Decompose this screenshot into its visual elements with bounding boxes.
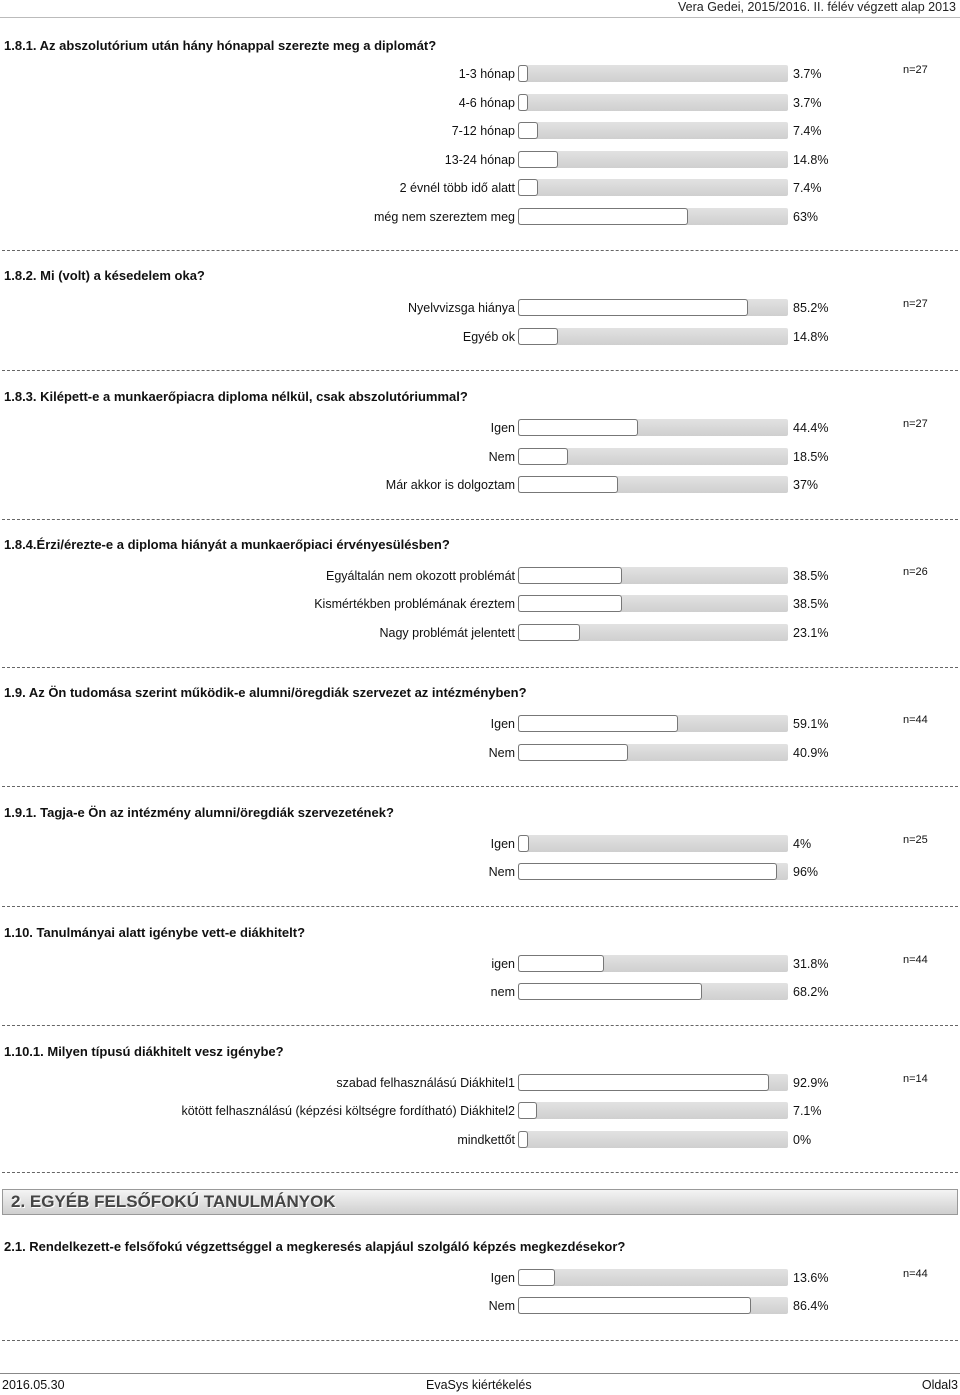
answer-percent: 40.9% <box>793 746 829 760</box>
answer-row <box>0 64 960 84</box>
answer-percent: 38.5% <box>793 597 829 611</box>
answer-row <box>0 418 960 438</box>
answer-label: mindkettőt <box>457 1133 515 1147</box>
answer-row <box>0 954 960 974</box>
answer-row <box>0 475 960 495</box>
bar-fill <box>518 835 529 852</box>
answer-percent: 14.8% <box>793 330 829 344</box>
answer-label: 4-6 hónap <box>458 96 515 110</box>
answer-percent: 96% <box>793 865 819 879</box>
footer-center: EvaSys kiértékelés <box>426 1378 532 1392</box>
answer-row <box>0 743 960 763</box>
bar-fill <box>518 1131 528 1148</box>
answer-row <box>0 714 960 734</box>
bar-track <box>518 835 788 852</box>
answer-label: szabad felhasználású Diákhitel1 <box>336 1076 515 1090</box>
bar-track <box>518 299 788 316</box>
sample-size: n=25 <box>903 834 928 846</box>
answer-percent: 7.1% <box>793 1104 822 1118</box>
bar-fill <box>518 1269 555 1286</box>
answer-row <box>0 1101 960 1121</box>
answer-label: Nagy problémát jelentett <box>379 626 515 640</box>
question-title: 1.10. Tanulmányai alatt igénybe vett-e diákhitelt? <box>4 925 306 940</box>
section-divider <box>2 1340 958 1341</box>
bar-fill <box>518 299 748 316</box>
bar-fill <box>518 1074 769 1091</box>
bar-fill <box>518 624 580 641</box>
answer-row <box>0 121 960 141</box>
answer-label: Igen <box>490 837 515 851</box>
bar-fill <box>518 955 604 972</box>
question-title: 1.8.1. Az abszolutórium után hány hónappal szerezte meg a diplomát? <box>4 38 437 53</box>
bar-fill <box>518 328 558 345</box>
bar-track <box>518 94 788 111</box>
answer-percent: 13.6% <box>793 1271 829 1285</box>
answer-percent: 31.8% <box>793 957 829 971</box>
question-title: 1.8.2. Mi (volt) a késedelem oka? <box>4 268 205 283</box>
answer-label: Igen <box>490 1271 515 1285</box>
answer-percent: 0% <box>793 1133 812 1147</box>
sample-size: n=27 <box>903 298 928 310</box>
sample-size: n=27 <box>903 64 928 76</box>
answer-label: még nem szereztem meg <box>373 210 515 224</box>
bar-fill <box>518 863 777 880</box>
bar-track <box>518 983 788 1000</box>
answer-row <box>0 1296 960 1316</box>
answer-row <box>0 834 960 854</box>
page-header-title: Vera Gedei, 2015/2016. II. félév végzett alap 2013 <box>678 0 956 14</box>
section-divider <box>2 906 958 907</box>
sample-size: n=44 <box>903 1268 928 1280</box>
question-title: 1.10.1. Milyen típusú diákhitelt vesz igénybe? <box>4 1044 284 1059</box>
answer-label: Már akkor is dolgoztam <box>385 478 515 492</box>
answer-percent: 23.1% <box>793 626 829 640</box>
answer-percent: 92.9% <box>793 1076 829 1090</box>
bar-fill <box>518 567 622 584</box>
bar-track <box>518 179 788 196</box>
bar-fill <box>518 1297 751 1314</box>
answer-row <box>0 862 960 882</box>
bar-fill <box>518 476 618 493</box>
bar-fill <box>518 419 638 436</box>
answer-percent: 7.4% <box>793 124 822 138</box>
bar-track <box>518 328 788 345</box>
question-title: 1.8.4.Érzi/érezte-e a diploma hiányát a munkaerőpiaci érvényesülésben? <box>4 537 450 552</box>
answer-percent: 18.5% <box>793 450 829 464</box>
answer-label: Igen <box>490 421 515 435</box>
bar-track <box>518 595 788 612</box>
answer-percent: 59.1% <box>793 717 829 731</box>
bar-track <box>518 448 788 465</box>
answer-row <box>0 207 960 227</box>
bar-track <box>518 122 788 139</box>
answer-label: 7-12 hónap <box>451 124 515 138</box>
section-divider <box>2 519 958 520</box>
answer-percent: 7.4% <box>793 181 822 195</box>
answer-row <box>0 447 960 467</box>
bar-track <box>518 65 788 82</box>
answer-label: Egyéb ok <box>462 330 515 344</box>
bar-fill <box>518 983 702 1000</box>
answer-row <box>0 982 960 1002</box>
answer-row <box>0 298 960 318</box>
answer-percent: 3.7% <box>793 67 822 81</box>
answer-label: igen <box>491 957 515 971</box>
answer-row <box>0 178 960 198</box>
question-title: 2.1. Rendelkezett-e felsőfokú végzettséggel a megkeresés alapjául szolgáló képzés megkezdésekor? <box>4 1239 626 1254</box>
answer-label: Nyelvvizsga hiánya <box>408 301 515 315</box>
bar-track <box>518 567 788 584</box>
answer-row <box>0 1268 960 1288</box>
answer-label: 2 évnél több idő alatt <box>399 181 515 195</box>
answer-label: Nem <box>488 1299 515 1313</box>
answer-label: Igen <box>490 717 515 731</box>
section-divider <box>2 370 958 371</box>
bar-fill <box>518 151 558 168</box>
answer-percent: 85.2% <box>793 301 829 315</box>
answer-label: kötött felhasználású (képzési költségre fordítható) Diákhitel2 <box>181 1104 515 1118</box>
answer-label: nem <box>490 985 515 999</box>
section-divider <box>2 667 958 668</box>
bar-track <box>518 1102 788 1119</box>
chapter-header <box>2 1189 958 1215</box>
answer-label: Nem <box>488 450 515 464</box>
answer-percent: 37% <box>793 478 819 492</box>
answer-percent: 4% <box>793 837 812 851</box>
answer-percent: 3.7% <box>793 96 822 110</box>
sample-size: n=14 <box>903 1073 928 1085</box>
question-title: 1.8.3. Kilépett-e a munkaerőpiacra diploma nélkül, csak abszolutóriummal? <box>4 389 468 404</box>
answer-label: 13-24 hónap <box>444 153 515 167</box>
bar-fill <box>518 65 528 82</box>
bar-fill <box>518 1102 537 1119</box>
answer-label: Egyáltalán nem okozott problémát <box>326 569 515 583</box>
section-divider <box>2 250 958 251</box>
sample-size: n=27 <box>903 418 928 430</box>
answer-percent: 44.4% <box>793 421 829 435</box>
answer-row <box>0 327 960 347</box>
bar-track <box>518 1269 788 1286</box>
sample-size: n=44 <box>903 954 928 966</box>
answer-percent: 68.2% <box>793 985 829 999</box>
question-title: 1.9. Az Ön tudomása szerint működik-e alumni/öregdiák szervezet az intézményben? <box>4 685 527 700</box>
answer-row <box>0 1073 960 1093</box>
answer-percent: 14.8% <box>793 153 829 167</box>
bar-track <box>518 1074 788 1091</box>
bar-track <box>518 419 788 436</box>
answer-label: 1-3 hónap <box>458 67 515 81</box>
bar-track <box>518 863 788 880</box>
bar-track <box>518 1131 788 1148</box>
question-title: 1.9.1. Tagja-e Ön az intézmény alumni/öregdiák szervezetének? <box>4 805 394 820</box>
bar-track <box>518 476 788 493</box>
sample-size: n=26 <box>903 566 928 578</box>
bar-fill <box>518 744 628 761</box>
answer-row <box>0 594 960 614</box>
header-divider <box>0 17 960 18</box>
bar-fill <box>518 715 678 732</box>
answer-label: Kismértékben problémának éreztem <box>314 597 515 611</box>
answer-row <box>0 150 960 170</box>
answer-row <box>0 1130 960 1150</box>
bar-fill <box>518 208 688 225</box>
section-divider <box>2 786 958 787</box>
footer-divider <box>0 1373 960 1374</box>
answer-percent: 63% <box>793 210 819 224</box>
bar-fill <box>518 179 538 196</box>
answer-row <box>0 623 960 643</box>
bar-track <box>518 208 788 225</box>
footer-page: Oldal3 <box>921 1378 958 1392</box>
section-divider <box>2 1172 958 1173</box>
bar-track <box>518 624 788 641</box>
section-divider <box>2 1025 958 1026</box>
bar-track <box>518 151 788 168</box>
sample-size: n=44 <box>903 714 928 726</box>
bar-fill <box>518 94 528 111</box>
bar-track <box>518 955 788 972</box>
answer-row <box>0 93 960 113</box>
bar-track <box>518 1297 788 1314</box>
bar-track <box>518 715 788 732</box>
bar-fill <box>518 448 568 465</box>
answer-row <box>0 566 960 586</box>
bar-fill <box>518 595 622 612</box>
answer-percent: 38.5% <box>793 569 829 583</box>
footer-date: 2016.05.30 <box>2 1378 65 1392</box>
answer-label: Nem <box>488 746 515 760</box>
bar-fill <box>518 122 538 139</box>
answer-percent: 86.4% <box>793 1299 829 1313</box>
chapter-title: 2. EGYÉB FELSŐFOKÚ TANULMÁNYOK <box>11 1192 336 1211</box>
bar-track <box>518 744 788 761</box>
answer-label: Nem <box>488 865 515 879</box>
